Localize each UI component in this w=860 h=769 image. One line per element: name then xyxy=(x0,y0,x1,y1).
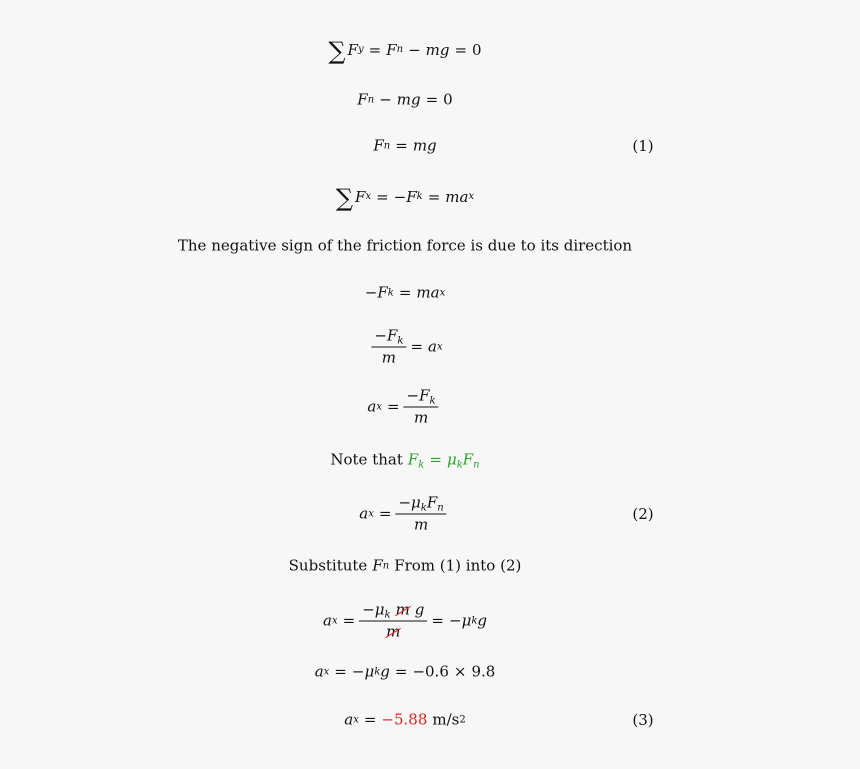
equation-number-1: (1) xyxy=(632,137,654,155)
equation-sum-fx: ∑ F x = − F k = ma x xyxy=(335,184,475,212)
equation-ax-mu-fn-over-m: a x = $\frac{-\mu_kF_n}{m}$ xyxy=(359,496,450,533)
equation-sum-fy: ∑ F y = F n − mg = 0 xyxy=(328,37,482,65)
equation-ax-fk-over-m: a x = $\frac{-F_k}{m}$ xyxy=(367,389,442,426)
equation-result: a x = −5.88 m/s 2 xyxy=(344,710,466,729)
substitute-word: Substitute xyxy=(288,556,368,575)
equation-cancel-mass: a x = $\frac{-\mu_k m g}{m}$ = − μ k g xyxy=(323,600,487,641)
from-into-text: From (1) into (2) xyxy=(394,556,522,575)
fraction: $\frac{-F_k}{m}$ xyxy=(371,329,406,366)
fraction: $\frac{-\mu_kF_n}{m}$ xyxy=(395,496,446,533)
cancelled-mass: m xyxy=(395,600,410,619)
friction-definition: $F_k = \mu_kF_n$ xyxy=(407,450,480,471)
substitution-note: Substitute F n From (1) into (2) xyxy=(288,556,522,575)
cancelled-mass: m xyxy=(386,622,401,641)
equation-number-2: (2) xyxy=(632,505,654,523)
equation-fk-over-m: $\frac{-F_k}{m}$ = a x xyxy=(367,329,442,366)
summation-symbol: ∑ xyxy=(328,37,346,65)
result-value: −5.88 xyxy=(381,710,428,729)
summation-symbol: ∑ xyxy=(335,184,354,212)
result-unit: m/s xyxy=(432,710,460,729)
equation-fn-minus-mg: F n − mg = 0 xyxy=(357,90,453,109)
friction-direction-note: The negative sign of the friction force is due to its direction xyxy=(177,236,633,255)
equation-neg-fk: − F k = ma x xyxy=(364,283,446,302)
equation-fn-equals-mg: F n = mg xyxy=(373,136,437,155)
fraction: $\frac{-F_k}{m}$ xyxy=(404,389,439,426)
fraction: $\frac{-\mu_k m g}{m}$ xyxy=(359,603,427,640)
equation-numeric-substitution: a x = − μ k g = − 0.6 × 9.8 xyxy=(314,662,496,681)
g-value: 9.8 xyxy=(471,662,496,681)
mu-k-value: 0.6 xyxy=(425,662,449,681)
equation-number-3: (3) xyxy=(632,711,654,729)
note-prefix: Note that xyxy=(330,450,403,469)
note-friction-definition xyxy=(330,450,480,471)
